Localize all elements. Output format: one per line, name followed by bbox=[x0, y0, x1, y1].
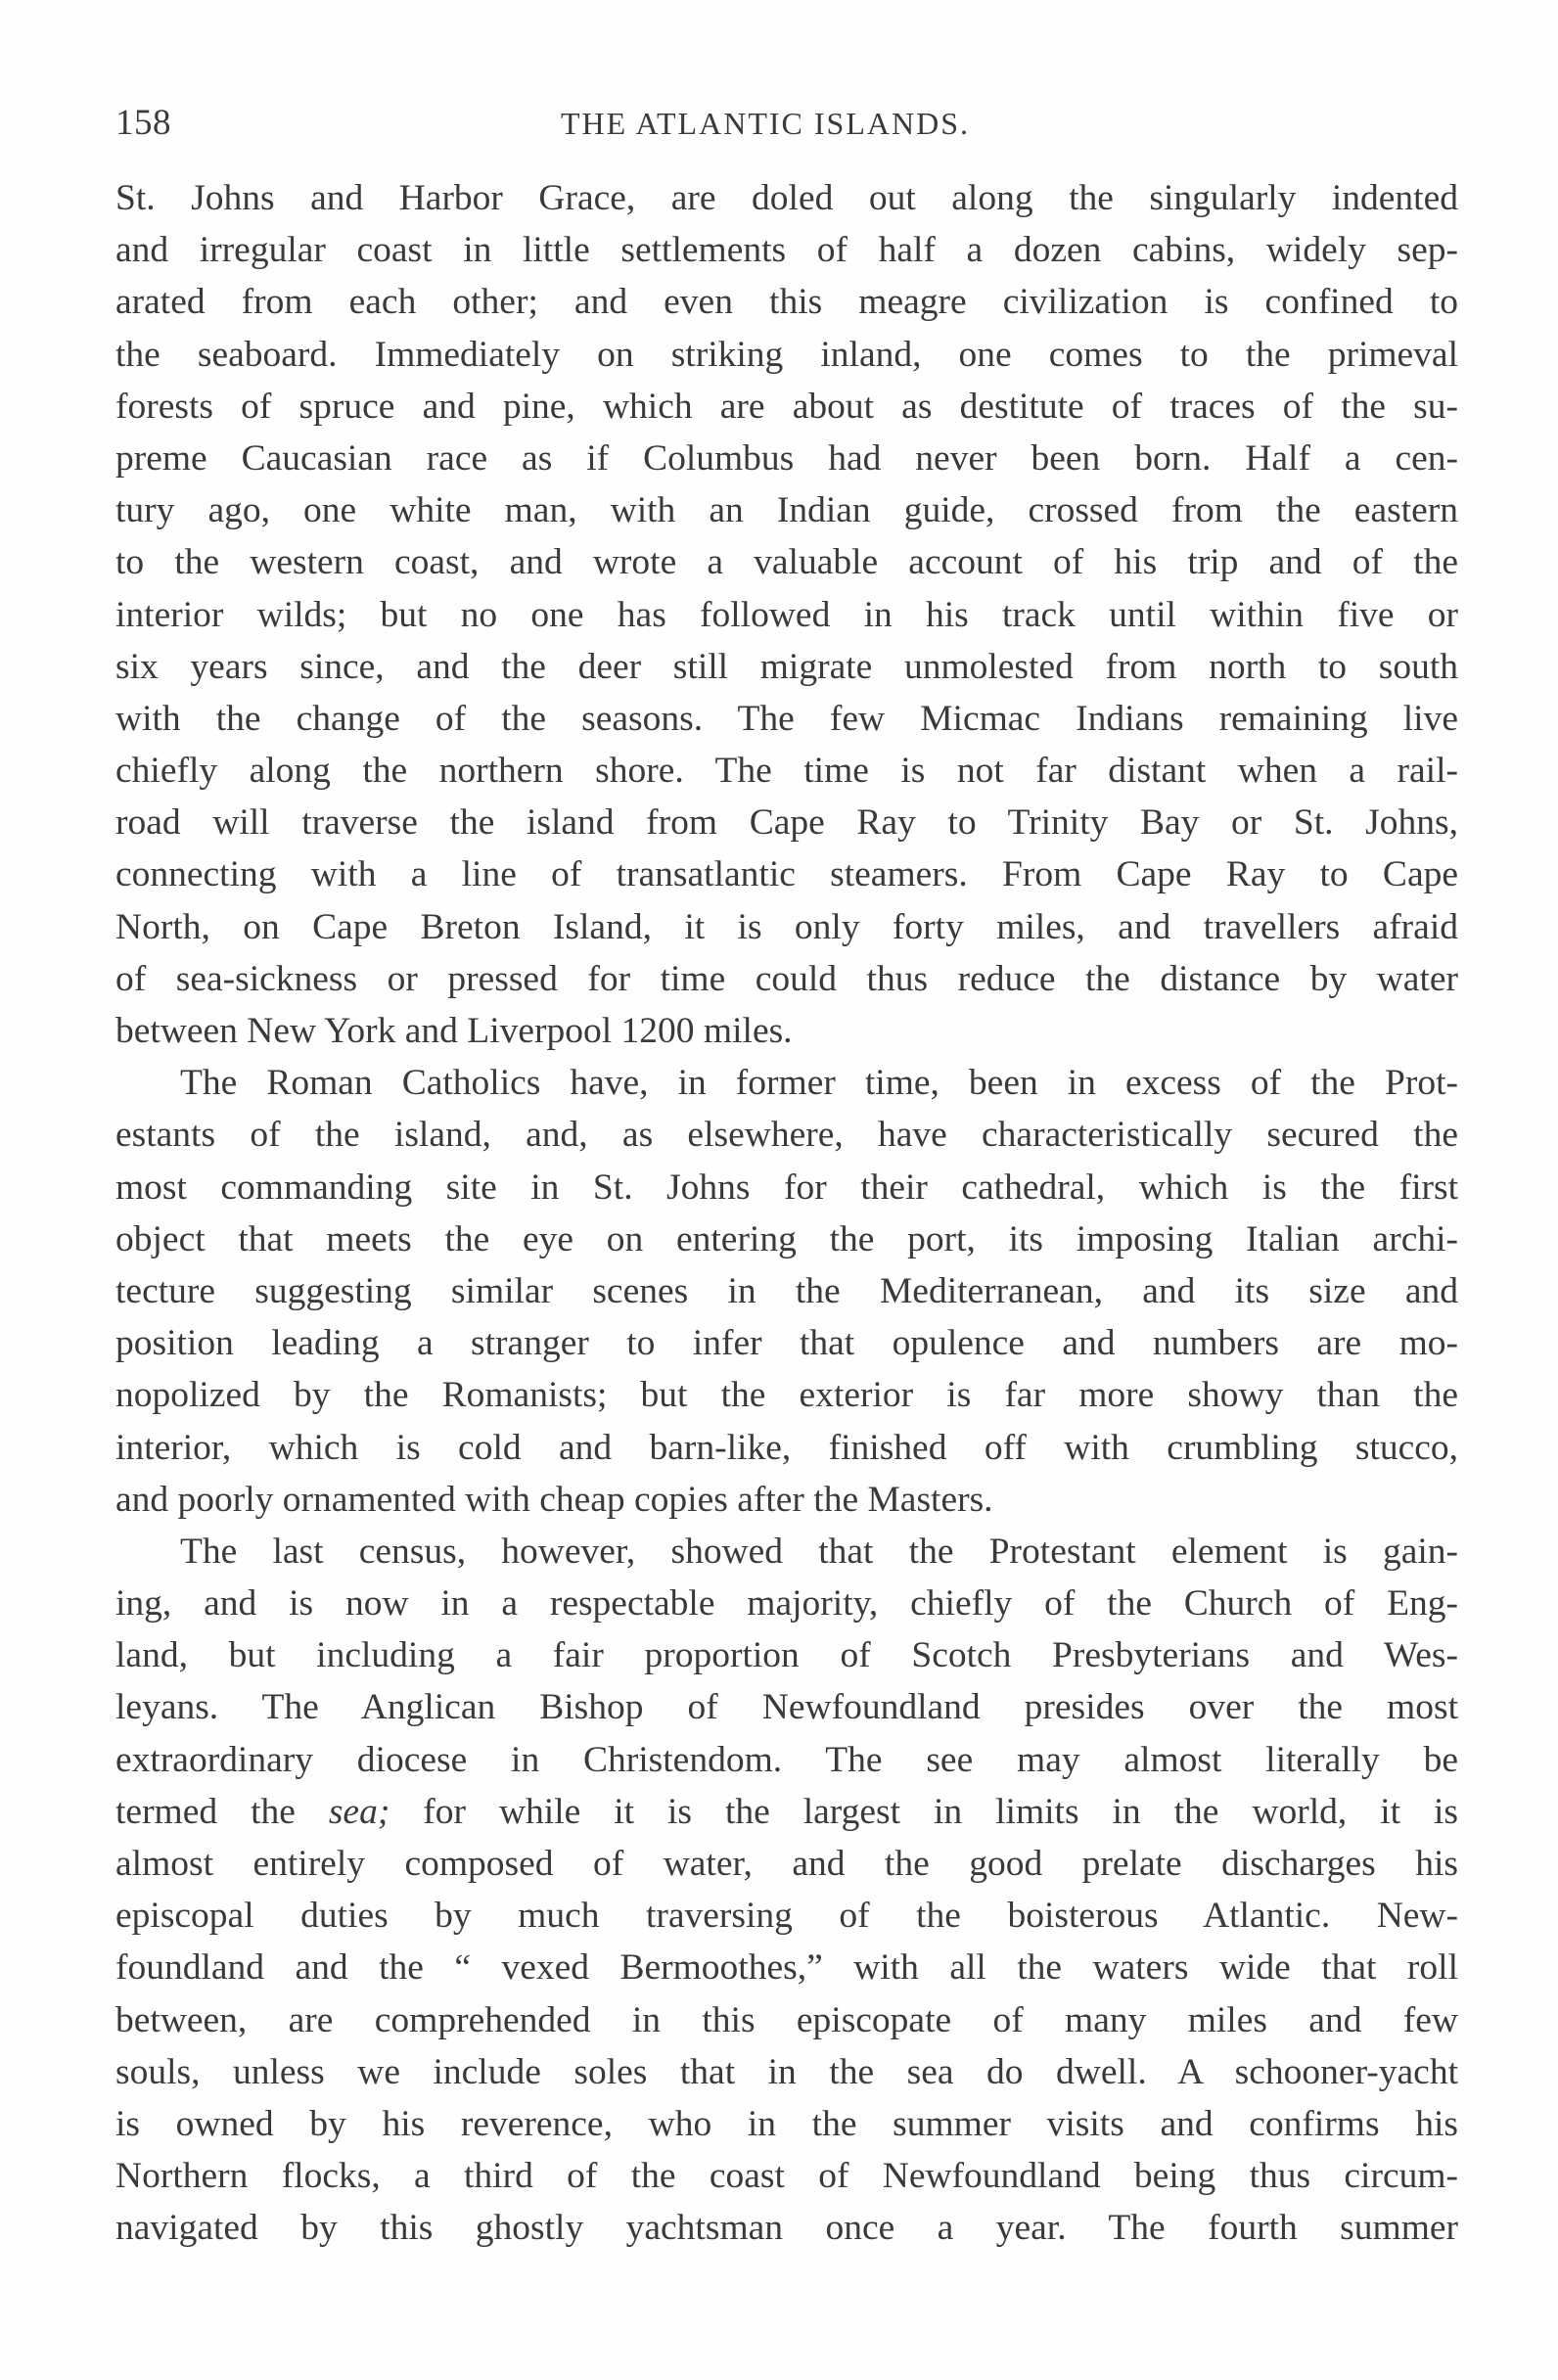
text-line: The last census, however, showed that the Protestant element is gain- bbox=[180, 1531, 1458, 1572]
text-line: almost entirely composed of water, and the good prelate discharges his bbox=[115, 1844, 1458, 1884]
page-number: 158 bbox=[115, 103, 171, 143]
italic-word: sea; bbox=[328, 1791, 390, 1832]
text-line: most commanding site in St. Johns for their cathedral, which is the first bbox=[115, 1167, 1458, 1208]
body-text bbox=[115, 172, 1458, 2255]
text-line: nopolized by the Romanists; but the exterior is far more showy than the bbox=[115, 1375, 1458, 1416]
text-line: the seaboard. Immediately on striking inland, one comes to the primeval bbox=[115, 334, 1458, 375]
text-line: interior wilds; but no one has followed in his track until within five or bbox=[115, 594, 1458, 635]
text-line: foundland and the “ vexed Bermoothes,” with all the waters wide that roll bbox=[115, 1947, 1458, 1989]
text-line: connecting with a line of transatlantic steamers. From Cape Ray to Cape bbox=[115, 854, 1458, 895]
text-line: land, but including a fair proportion of Scotch Presbyterians and Wes- bbox=[115, 1635, 1458, 1676]
text-line: tury ago, one white man, with an Indian guide, crossed from the eastern bbox=[115, 490, 1458, 531]
text-line: estants of the island, and, as elsewhere, have characteristically secured the bbox=[115, 1115, 1458, 1156]
text-line: navigated by this ghostly yachtsman once a year. The fourth summer bbox=[115, 2208, 1458, 2249]
text-line: and poorly ornamented with cheap copies after the Masters. bbox=[115, 1479, 993, 1520]
text-line: ing, and is now in a respectable majority, chiefly of the Church of Eng- bbox=[115, 1583, 1458, 1625]
text-line: The Roman Catholics have, in former time, been in excess of the Prot- bbox=[180, 1063, 1458, 1104]
text-line: six years since, and the deer still migrate unmolested from north to south bbox=[115, 646, 1458, 687]
text-line: St. Johns and Harbor Grace, are doled out along the singularly indented bbox=[115, 178, 1458, 218]
text-line: North, on Cape Breton Island, it is only forty miles, and travellers afraid bbox=[115, 906, 1458, 947]
text-line: Northern flocks, a third of the coast of Newfoundland being thus circum- bbox=[115, 2156, 1458, 2197]
text-line: episcopal duties by much traversing of the boisterous Atlantic. New- bbox=[115, 1896, 1458, 1937]
text-line bbox=[115, 1786, 1458, 1838]
text-line: forests of spruce and pine, which are about as destitute of traces of the su- bbox=[115, 386, 1458, 427]
text-line: with the change of the seasons. The few Micmac Indians remaining live bbox=[115, 698, 1458, 739]
text-line: tecture suggesting similar scenes in the Mediterranean, and its size and bbox=[115, 1270, 1458, 1311]
text-line: preme Caucasian race as if Columbus had never been born. Half a cen- bbox=[115, 437, 1458, 479]
running-head bbox=[115, 98, 1458, 157]
running-title: THE ATLANTIC ISLANDS. bbox=[561, 106, 970, 141]
text-line: between, are comprehended in this episcopate of many miles and few bbox=[115, 1999, 1458, 2040]
text-segment: for while it is the largest in limits in the world, it is bbox=[423, 1791, 1458, 1832]
text-line: arated from each other; and even this meagre civilization is confined to bbox=[115, 282, 1458, 323]
text-line: leyans. The Anglican Bishop of Newfoundland presides over the most bbox=[115, 1687, 1458, 1728]
text-line: chiefly along the northern shore. The time is not far distant when a rail- bbox=[115, 751, 1458, 792]
text-line: souls, unless we include soles that in the sea do dwell. A schooner-yacht bbox=[115, 2051, 1458, 2092]
text-line: interior, which is cold and barn-like, finished off with crumbling stucco, bbox=[115, 1427, 1458, 1468]
text-line: to the western coast, and wrote a valuable account of his trip and of the bbox=[115, 542, 1458, 583]
text-line: and irregular coast in little settlements of half a dozen cabins, widely sep- bbox=[115, 230, 1458, 271]
text-segment: termed the bbox=[115, 1791, 296, 1832]
text-line: extraordinary diocese in Christendom. The see may almost literally be bbox=[115, 1739, 1458, 1780]
text-line: of sea-sickness or pressed for time could thus reduce the distance by water bbox=[115, 958, 1458, 999]
text-line: position leading a stranger to infer that opulence and numbers are mo- bbox=[115, 1323, 1458, 1364]
text-line: road will traverse the island from Cape Ray to Trinity Bay or St. Johns, bbox=[115, 802, 1458, 844]
text-line: is owned by his reverence, who in the summer visits and confirms his bbox=[115, 2103, 1458, 2144]
text-line: between New York and Liverpool 1200 miles. bbox=[115, 1011, 793, 1051]
text-line: object that meets the eye on entering the port, its imposing Italian archi- bbox=[115, 1218, 1458, 1259]
